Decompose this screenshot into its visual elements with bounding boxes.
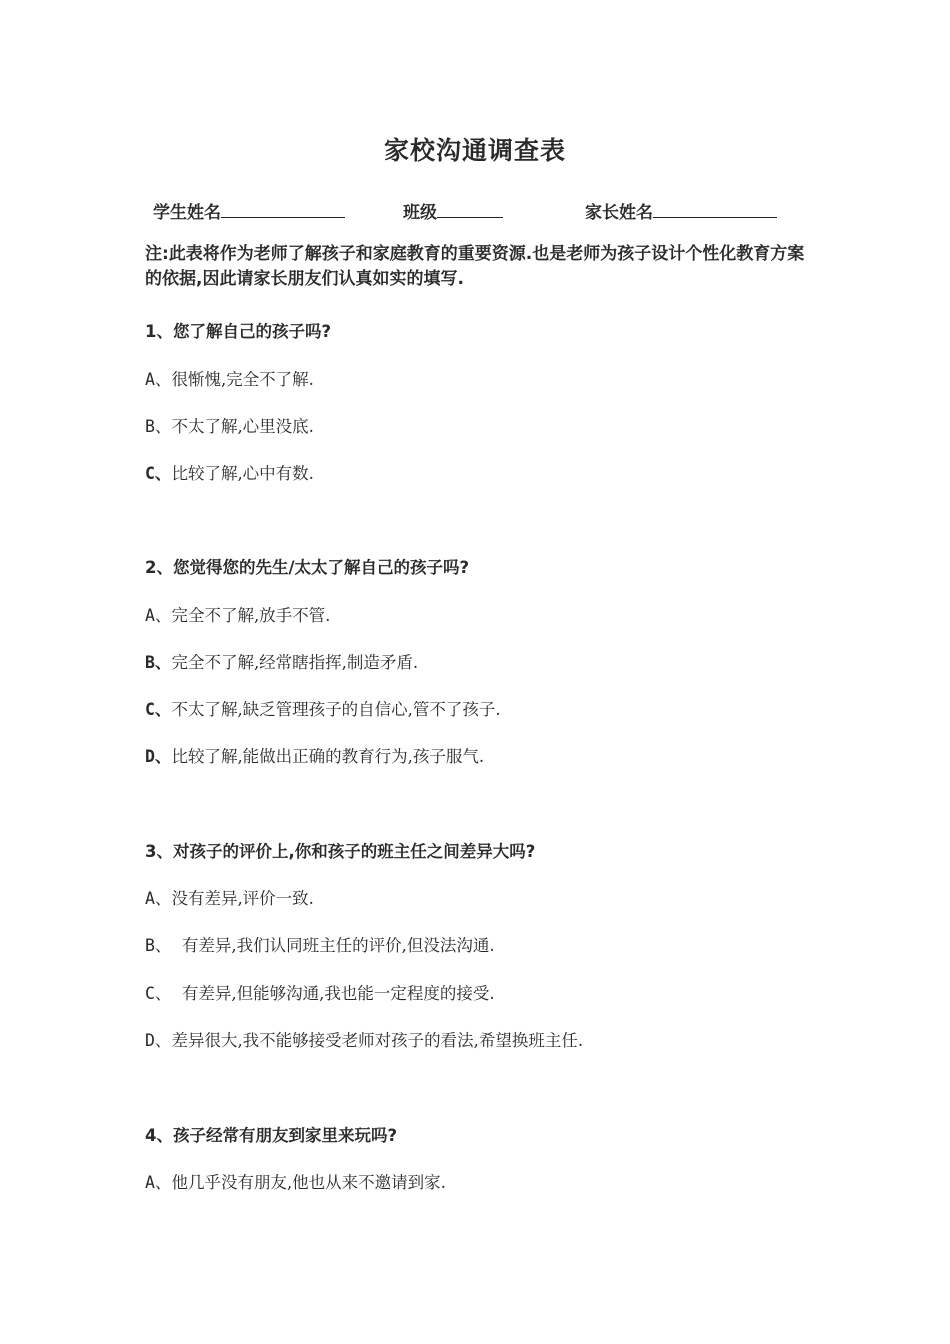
question-1-option-b (145, 413, 314, 437)
question-2-option-b (145, 649, 418, 673)
question-3-option-c (145, 980, 495, 1004)
option-text: 差异很大,我不能够接受老师对孩子的看法,希望换班主任. (171, 1031, 584, 1050)
page-title: 家校沟通调查表 (383, 136, 566, 165)
option-text: 有差异,我们认同班主任的评价,但没法沟通. (171, 936, 495, 955)
option-letter: A、 (145, 370, 172, 389)
option-letter: D、 (145, 747, 172, 766)
option-text: 不太了解,心里没底. (171, 417, 314, 436)
option-text: 比较了解,心中有数. (171, 464, 314, 483)
option-text: 他几乎没有朋友,他也从来不邀请到家. (171, 1173, 446, 1192)
option-text: 不太了解,缺乏管理孩子的自信心,管不了孩子. (171, 700, 501, 719)
option-text: 没有差异,评价一致. (171, 889, 314, 908)
option-letter: B、 (145, 417, 172, 436)
student-name-field (153, 198, 345, 223)
option-text: 有差异,但能够沟通,我也能一定程度的接受. (171, 984, 495, 1003)
option-letter: B、 (145, 936, 172, 955)
student-name-label: 学生姓名 (153, 203, 221, 223)
question-3-option-a (145, 885, 314, 909)
instruction-note: 注:此表将作为老师了解孩子和家庭教育的重要资源.也是老师为孩子设计个性化教育方案的依据,因此请家长朋友们认真如实的填写. (145, 244, 805, 289)
option-text: 完全不了解,放手不管. (171, 606, 331, 625)
question-1-option-c (145, 460, 314, 484)
class-blank[interactable] (437, 199, 503, 218)
option-letter: C、 (145, 984, 172, 1003)
question-1: 1、您了解自己的孩子吗? (145, 322, 332, 341)
question-3: 3、对孩子的评价上,你和孩子的班主任之间差异大吗? (145, 842, 536, 861)
question-2: 2、您觉得您的先生/太太了解自己的孩子吗? (145, 558, 470, 577)
parent-name-blank[interactable] (653, 199, 777, 218)
option-text: 比较了解,能做出正确的教育行为,孩子服气. (171, 747, 485, 766)
option-letter: C、 (145, 700, 172, 719)
option-letter: B、 (145, 653, 172, 672)
question-2-option-a (145, 602, 330, 626)
question-4-option-a (145, 1169, 446, 1193)
option-letter: C、 (145, 464, 172, 483)
question-3-option-b (145, 932, 495, 956)
student-name-blank[interactable] (221, 199, 345, 218)
question-4: 4、孩子经常有朋友到家里来玩吗? (145, 1126, 398, 1145)
option-text: 很惭愧,完全不了解. (171, 370, 314, 389)
option-letter: A、 (145, 1173, 172, 1192)
question-2-option-c (145, 696, 501, 720)
option-text: 完全不了解,经常瞎指挥,制造矛盾. (171, 653, 419, 672)
class-field (403, 198, 503, 223)
class-label: 班级 (403, 203, 437, 223)
option-letter: A、 (145, 606, 172, 625)
question-1-option-a (145, 366, 314, 390)
question-3-option-d (145, 1027, 583, 1051)
question-2-option-d (145, 743, 484, 767)
parent-name-label: 家长姓名 (585, 203, 653, 223)
parent-name-field (585, 198, 777, 223)
option-letter: D、 (145, 1031, 172, 1050)
option-letter: A、 (145, 889, 172, 908)
